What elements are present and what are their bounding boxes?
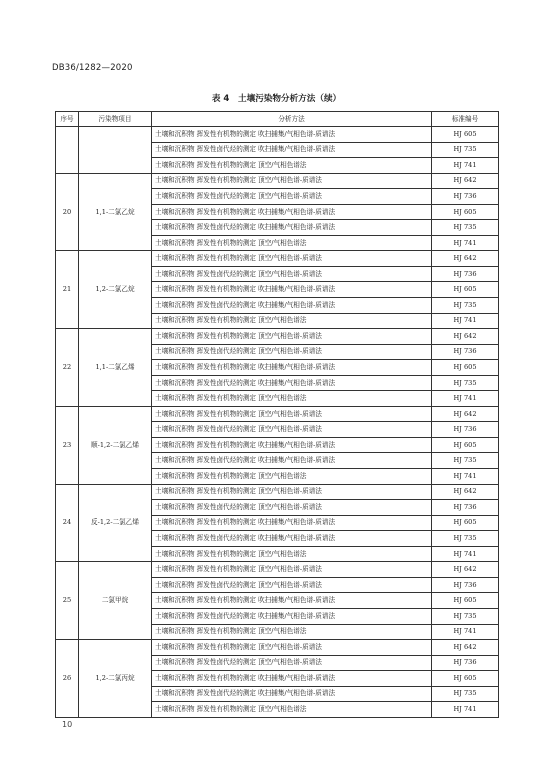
standard-number-cell: HJ 741	[432, 235, 499, 251]
standard-number-cell: HJ 735	[432, 142, 499, 158]
standard-number-cell: HJ 736	[432, 577, 499, 593]
standard-number-cell: HJ 736	[432, 344, 499, 360]
table-row	[56, 251, 499, 267]
document-code: DB36/1282—2020	[52, 63, 133, 73]
header-analysis-method: 分析方法	[152, 112, 432, 127]
analysis-method-cell: 土壤和沉积物 挥发性有机物的测定 顶空/气相色谱法	[152, 702, 432, 718]
standard-number-cell: HJ 642	[432, 406, 499, 422]
standard-number-cell: HJ 605	[432, 282, 499, 298]
standard-number-cell: HJ 605	[432, 360, 499, 376]
analysis-methods-table	[55, 111, 499, 718]
analysis-method-cell: 土壤和沉积物 挥发性有机物的测定 吹扫捕集/气相色谱-质谱法	[152, 204, 432, 220]
table-row	[56, 406, 499, 422]
analysis-method-cell: 土壤和沉积物 挥发性有机物的测定 吹扫捕集/气相色谱-质谱法	[152, 127, 432, 143]
serial-number-cell: 23	[56, 406, 79, 484]
standard-number-cell: HJ 605	[432, 437, 499, 453]
analysis-method-cell: 土壤和沉积物 挥发性卤代烃的测定 吹扫捕集/气相色谱-质谱法	[152, 531, 432, 547]
serial-number-cell	[56, 127, 79, 174]
header-standard-number: 标准编号	[432, 112, 499, 127]
standard-number-cell: HJ 735	[432, 531, 499, 547]
analysis-method-cell: 土壤和沉积物 挥发性卤代烃的测定 吹扫捕集/气相色谱-质谱法	[152, 686, 432, 702]
standard-number-cell: HJ 741	[432, 546, 499, 562]
page-number: 10	[62, 720, 73, 729]
table-row	[56, 173, 499, 189]
analysis-method-cell: 土壤和沉积物 挥发性有机物的测定 吹扫捕集/气相色谱-质谱法	[152, 437, 432, 453]
analysis-method-cell: 土壤和沉积物 挥发性有机物的测定 吹扫捕集/气相色谱-质谱法	[152, 515, 432, 531]
standard-number-cell: HJ 741	[432, 158, 499, 174]
analysis-method-cell: 土壤和沉积物 挥发性卤代烃的测定 顶空/气相色谱-质谱法	[152, 189, 432, 205]
standard-number-cell: HJ 735	[432, 375, 499, 391]
serial-number-cell: 26	[56, 640, 79, 718]
standard-number-cell: HJ 642	[432, 640, 499, 656]
standard-number-cell: HJ 735	[432, 453, 499, 469]
standard-number-cell: HJ 735	[432, 220, 499, 236]
standard-number-cell: HJ 736	[432, 266, 499, 282]
analysis-method-cell: 土壤和沉积物 挥发性有机物的测定 顶空/气相色谱法	[152, 624, 432, 640]
standard-number-cell: HJ 605	[432, 515, 499, 531]
table-body	[56, 127, 499, 718]
table-title: 表 4 土壤污染物分析方法（续）	[211, 94, 342, 104]
analysis-method-cell: 土壤和沉积物 挥发性有机物的测定 顶空/气相色谱-质谱法	[152, 173, 432, 189]
analysis-method-cell: 土壤和沉积物 挥发性卤代烃的测定 顶空/气相色谱-质谱法	[152, 655, 432, 671]
header-serial-no: 序号	[56, 112, 79, 127]
serial-number-cell: 22	[56, 329, 79, 407]
analysis-method-cell: 土壤和沉积物 挥发性有机物的测定 顶空/气相色谱法	[152, 158, 432, 174]
table-row	[56, 127, 499, 143]
analysis-method-cell: 土壤和沉积物 挥发性卤代烃的测定 吹扫捕集/气相色谱-质谱法	[152, 142, 432, 158]
standard-number-cell: HJ 735	[432, 298, 499, 314]
serial-number-cell: 25	[56, 562, 79, 640]
analysis-method-cell: 土壤和沉积物 挥发性有机物的测定 吹扫捕集/气相色谱-质谱法	[152, 593, 432, 609]
analysis-method-cell: 土壤和沉积物 挥发性有机物的测定 顶空/气相色谱法	[152, 313, 432, 329]
standard-number-cell: HJ 605	[432, 671, 499, 687]
standard-number-cell: HJ 741	[432, 702, 499, 718]
analysis-method-cell: 土壤和沉积物 挥发性卤代烃的测定 顶空/气相色谱-质谱法	[152, 344, 432, 360]
analysis-method-cell: 土壤和沉积物 挥发性卤代烃的测定 顶空/气相色谱-质谱法	[152, 577, 432, 593]
pollutant-name-cell: 1,2-二氯乙烷	[79, 251, 152, 329]
standard-number-cell: HJ 736	[432, 655, 499, 671]
analysis-method-cell: 土壤和沉积物 挥发性卤代烃的测定 吹扫捕集/气相色谱-质谱法	[152, 608, 432, 624]
serial-number-cell: 24	[56, 484, 79, 562]
table-row	[56, 484, 499, 500]
analysis-method-cell: 土壤和沉积物 挥发性有机物的测定 顶空/气相色谱法	[152, 546, 432, 562]
analysis-method-cell: 土壤和沉积物 挥发性卤代烃的测定 顶空/气相色谱-质谱法	[152, 500, 432, 516]
table-header-row	[56, 112, 499, 127]
analysis-method-cell: 土壤和沉积物 挥发性卤代烃的测定 顶空/气相色谱-质谱法	[152, 422, 432, 438]
analysis-method-cell: 土壤和沉积物 挥发性有机物的测定 吹扫捕集/气相色谱-质谱法	[152, 282, 432, 298]
analysis-method-cell: 土壤和沉积物 挥发性卤代烃的测定 吹扫捕集/气相色谱-质谱法	[152, 298, 432, 314]
standard-number-cell: HJ 741	[432, 624, 499, 640]
table-row	[56, 640, 499, 656]
analysis-method-cell: 土壤和沉积物 挥发性有机物的测定 吹扫捕集/气相色谱-质谱法	[152, 671, 432, 687]
standard-number-cell: HJ 741	[432, 469, 499, 485]
analysis-method-cell: 土壤和沉积物 挥发性有机物的测定 顶空/气相色谱法	[152, 469, 432, 485]
serial-number-cell: 21	[56, 251, 79, 329]
header-pollutant-item: 污染物项目	[79, 112, 152, 127]
standard-number-cell: HJ 741	[432, 391, 499, 407]
analysis-method-cell: 土壤和沉积物 挥发性卤代烃的测定 吹扫捕集/气相色谱-质谱法	[152, 375, 432, 391]
standard-number-cell: HJ 735	[432, 686, 499, 702]
pollutant-name-cell	[79, 127, 152, 174]
analysis-method-cell: 土壤和沉积物 挥发性卤代烃的测定 吹扫捕集/气相色谱-质谱法	[152, 220, 432, 236]
pollutant-name-cell: 反-1,2-二氯乙烯	[79, 484, 152, 562]
standard-number-cell: HJ 642	[432, 484, 499, 500]
standard-number-cell: HJ 736	[432, 422, 499, 438]
pollutant-name-cell: 二氯甲烷	[79, 562, 152, 640]
standard-number-cell: HJ 736	[432, 189, 499, 205]
pollutant-name-cell: 顺-1,2-二氯乙烯	[79, 406, 152, 484]
analysis-method-cell: 土壤和沉积物 挥发性有机物的测定 顶空/气相色谱法	[152, 235, 432, 251]
standard-number-cell: HJ 736	[432, 500, 499, 516]
analysis-method-cell: 土壤和沉积物 挥发性有机物的测定 顶空/气相色谱-质谱法	[152, 640, 432, 656]
standard-number-cell: HJ 741	[432, 313, 499, 329]
standard-number-cell: HJ 642	[432, 173, 499, 189]
table-row	[56, 562, 499, 578]
serial-number-cell: 20	[56, 173, 79, 251]
analysis-method-cell: 土壤和沉积物 挥发性有机物的测定 吹扫捕集/气相色谱-质谱法	[152, 360, 432, 376]
analysis-method-cell: 土壤和沉积物 挥发性有机物的测定 顶空/气相色谱-质谱法	[152, 562, 432, 578]
pollutant-name-cell: 1,1-二氯乙烯	[79, 329, 152, 407]
standard-number-cell: HJ 735	[432, 608, 499, 624]
analysis-method-cell: 土壤和沉积物 挥发性有机物的测定 顶空/气相色谱-质谱法	[152, 406, 432, 422]
standard-number-cell: HJ 605	[432, 204, 499, 220]
standard-number-cell: HJ 642	[432, 251, 499, 267]
analysis-method-cell: 土壤和沉积物 挥发性有机物的测定 顶空/气相色谱法	[152, 391, 432, 407]
pollutant-name-cell: 1,1-二氯乙烷	[79, 173, 152, 251]
analysis-method-cell: 土壤和沉积物 挥发性有机物的测定 顶空/气相色谱-质谱法	[152, 251, 432, 267]
standard-number-cell: HJ 642	[432, 562, 499, 578]
analysis-method-cell: 土壤和沉积物 挥发性卤代烃的测定 吹扫捕集/气相色谱-质谱法	[152, 453, 432, 469]
standard-number-cell: HJ 642	[432, 329, 499, 345]
table-row	[56, 329, 499, 345]
analysis-method-cell: 土壤和沉积物 挥发性卤代烃的测定 顶空/气相色谱-质谱法	[152, 266, 432, 282]
standard-number-cell: HJ 605	[432, 593, 499, 609]
analysis-method-cell: 土壤和沉积物 挥发性有机物的测定 顶空/气相色谱-质谱法	[152, 484, 432, 500]
analysis-method-cell: 土壤和沉积物 挥发性有机物的测定 顶空/气相色谱-质谱法	[152, 329, 432, 345]
standard-number-cell: HJ 605	[432, 127, 499, 143]
pollutant-name-cell: 1,2-二氯丙烷	[79, 640, 152, 718]
